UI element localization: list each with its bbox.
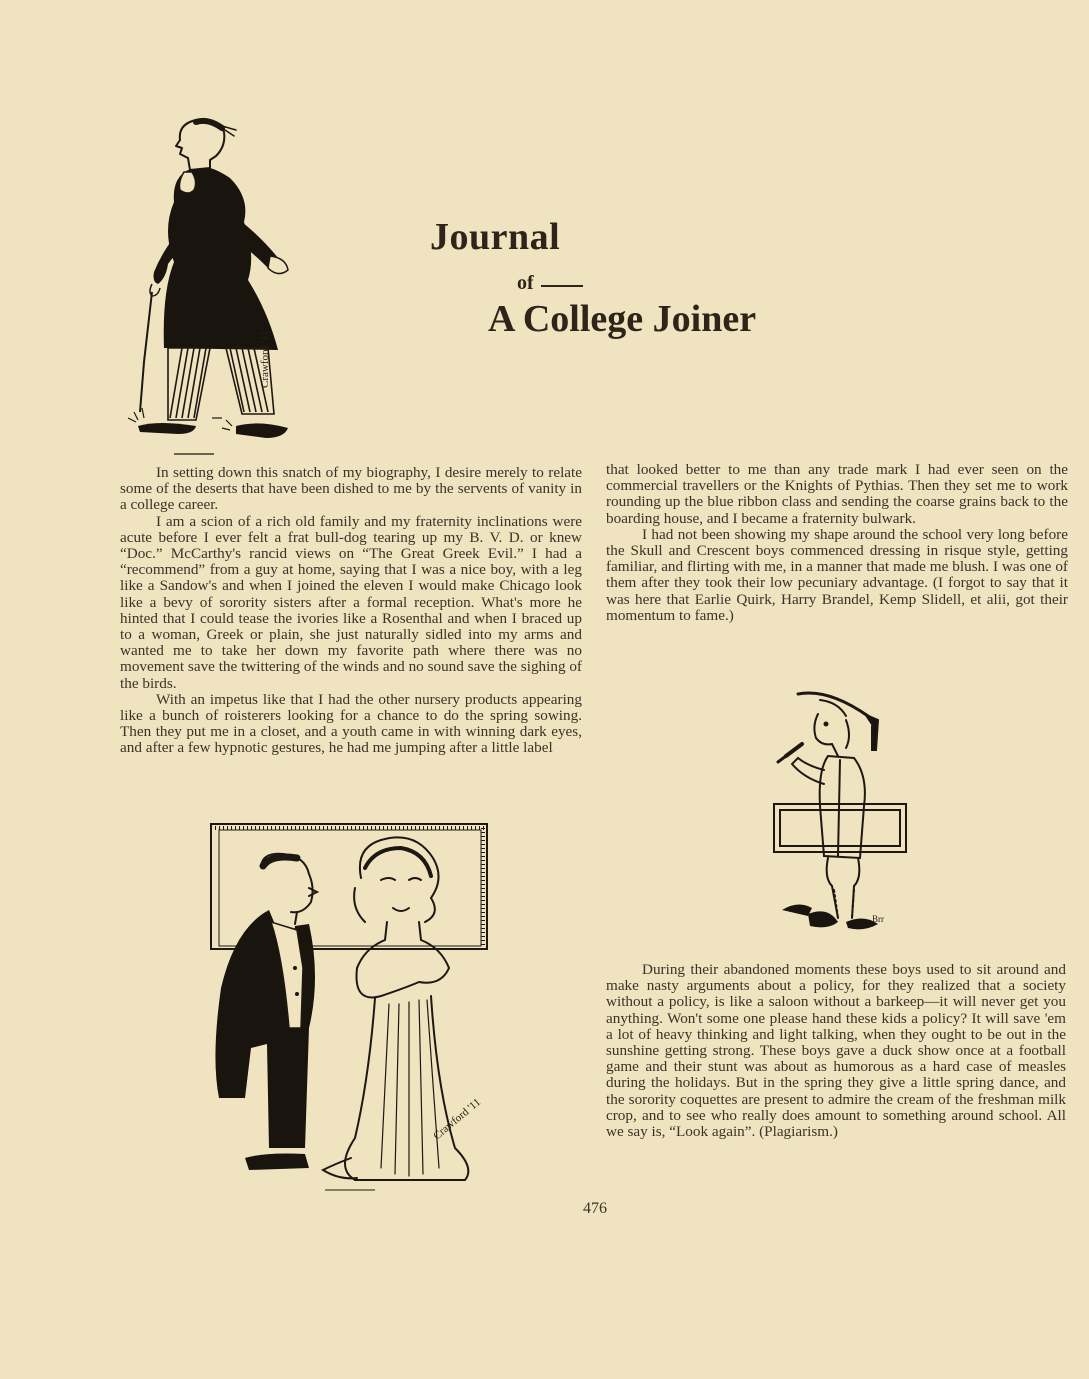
paragraph-continuation: that looked better to me than any trade mark I had ever seen on the commercial travellers or the Knights of Pythias. Then they set me to work rounding up the blue ribbon class and sending the coarse grains back to the boarding house, and I became a fraternity bulwark. <box>606 461 1068 527</box>
paragraph: With an impetus like that I had the other nursery products appearing like a bunch of roisterers looking for a chance to do the spring sowing. Then they put me in a closet, and a youth came in with winning dark eyes, and after a few hypnotic gestures, he had me jumping after a little label <box>120 690 582 757</box>
boy-with-sign-illustration <box>768 686 918 951</box>
boy-signature: Brr <box>872 914 884 924</box>
couple-illustration <box>205 818 495 1193</box>
paragraph: I am a scion of a rich old family and my fraternity inclinations were acute before I ever felt a frat bull-dog tearing up my B. V. D. or knew “Doc.” McCarthy's rancid views on “The Great Greek Evil.” I had a “recommend” from a guy at home, saying that I was a nice boy, with a leg like a Sandow's and when I joined the eleven I would make Chicago look like a bevy of sorority sisters after a formal reception. What's more he hinted that I could tease the ivories like a Rosenthal and when I braced up to a woman, Greek or plain, she just naturally sidled into my arms and wanted me to take her down my favorite path where there was no movement save the twittering of the winds and no sound save the sighing of the birds. <box>120 512 582 692</box>
title-subtitle: A College Joiner <box>488 298 757 340</box>
title-connector-rule <box>541 285 583 287</box>
title-connector: of <box>517 272 534 294</box>
paragraph: During their abandoned moments these boys used to sit around and make nasty arguments about a policy, for they realized that a society without a policy, is like a saloon without a barkeep—it will never get you anything. Won't some one please hand these kids a policy? It will save 'em a lot of heavy thinking and light talking, when they ought to be out in the sunshine getting strong. These boys gave a duck show once at a football game and their stunt was about as humorous as a hard case of measles during the holidays. But in the spring they give a little spring dance, and the sorority coquettes are present to admire the cream of the freshman milk crop, and to see who really does amount to something around school. All we say is, “Look again”. (Plagiarism.) <box>606 961 1066 1141</box>
title-main: Journal <box>430 216 561 258</box>
paragraph: I had not been showing my shape around the school very long before the Skull and Crescent boys commenced dressing in risque style, getting familiar, and flirting with me, in a manner that made me blush. I was one of them after they took their low pecuniary advantage. (I forgot to say that it was here that Earlie Quirk, Harry Brandel, Kemp Slidell, et alii, got their momentum to fame.) <box>606 525 1068 624</box>
left-column <box>120 465 582 757</box>
man-signature: Crawford '11 <box>259 330 271 388</box>
page-number: 476 <box>583 1200 607 1217</box>
paragraph: In setting down this snatch of my biography, I desire merely to relate some of the deserts that have been dished to me by the servents of vanity in a college career. <box>120 464 582 514</box>
couple-signature: Crawford '11 <box>431 1096 483 1143</box>
right-column-bottom <box>606 962 1066 1140</box>
right-column-top <box>606 462 1068 624</box>
dandy-with-cane-illustration <box>118 112 298 462</box>
